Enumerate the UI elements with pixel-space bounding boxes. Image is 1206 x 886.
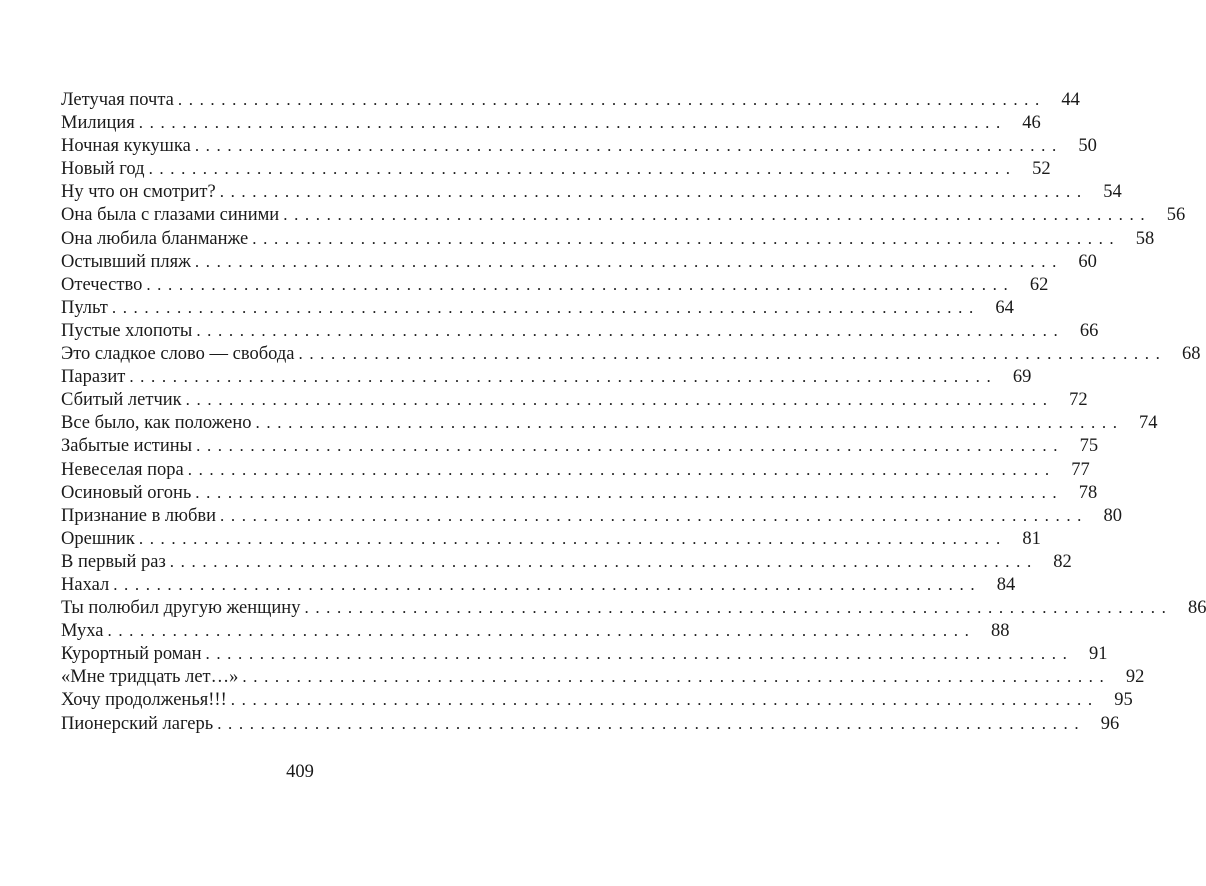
dot-leader: ................................................................................ [194, 136, 1063, 156]
toc-entry-page: 54 [1103, 182, 1122, 203]
toc-entry-title: Пульт [61, 297, 108, 318]
toc-entry-title: Ты полюбил другую женщину [61, 598, 301, 619]
toc-entry-page: 84 [996, 574, 1016, 595]
page-number: 409 [286, 762, 314, 782]
toc-entry [61, 573, 1016, 596]
toc-entry-title: Орешник [61, 528, 135, 549]
toc-entry-title: Признание в любви [61, 505, 217, 526]
toc-entry-page: 72 [1069, 390, 1088, 411]
dot-leader: ................................................................................ [148, 159, 1017, 179]
toc-entry-page: 82 [1053, 551, 1072, 572]
dot-leader: ................................................................................ [196, 436, 1065, 456]
toc-entry [61, 250, 1097, 273]
toc-entry [61, 642, 1108, 665]
toc-entry-title: Невеселая пора [61, 459, 184, 480]
toc-entry-page: 95 [1114, 690, 1133, 711]
toc-entry-page: 75 [1079, 436, 1099, 457]
dot-leader: ................................................................................ [138, 113, 1007, 133]
toc-entry [61, 365, 1032, 388]
toc-entry-page: 92 [1125, 667, 1145, 688]
toc-entry-title: Новый год [61, 159, 145, 180]
toc-entry-title: Ночная кукушка [61, 136, 191, 157]
toc-entry-page: 81 [1022, 528, 1041, 549]
dot-leader: ................................................................................ [146, 274, 1015, 294]
dot-leader: ................................................................................ [219, 182, 1088, 202]
toc-entry [61, 157, 1051, 180]
toc-entry-page: 91 [1088, 644, 1108, 665]
toc-entry [61, 273, 1049, 296]
toc-entry [61, 296, 1014, 319]
dot-leader: ................................................................................ [169, 551, 1038, 571]
toc-entry-page: 88 [990, 621, 1010, 642]
dot-leader: ................................................................................ [177, 90, 1046, 109]
dot-leader: ................................................................................ [252, 228, 1121, 248]
toc-entry [61, 388, 1088, 411]
toc-entry-title: Осиновый огонь [61, 482, 192, 503]
toc-entry-title: Она любила бланманже [61, 228, 249, 249]
toc-entry [61, 134, 1097, 157]
toc-entry-title: Ну что он смотрит? [61, 182, 216, 203]
toc-entry [61, 458, 1090, 481]
dot-leader: ................................................................................ [185, 390, 1054, 410]
toc-entry-page: 96 [1100, 713, 1120, 734]
toc-entry-title: Остывший пляж [61, 251, 191, 272]
dot-leader: ................................................................................ [187, 459, 1056, 479]
dot-leader: ................................................................................ [220, 505, 1089, 525]
toc-entry-title: Пустые хлопоты [61, 320, 193, 341]
toc-entry-page: 86 [1187, 598, 1206, 619]
toc-entry-page: 80 [1103, 505, 1123, 526]
toc-entry-title: Сбитый летчик [61, 390, 182, 411]
toc-entry [61, 203, 1186, 226]
toc-entry [61, 342, 1201, 365]
dot-leader: ................................................................................ [230, 690, 1099, 710]
toc-entry-title: Паразит [61, 367, 126, 388]
toc-entry [61, 619, 1010, 642]
toc-entry-page: 62 [1029, 274, 1049, 295]
toc-entry-page: 60 [1078, 251, 1097, 272]
dot-leader: ................................................................................ [205, 644, 1074, 664]
toc-entry-page: 69 [1012, 367, 1032, 388]
dot-leader: ................................................................................ [111, 297, 980, 317]
toc-entry [61, 688, 1133, 711]
dot-leader: ................................................................................ [107, 621, 976, 641]
toc-entry-page: 50 [1078, 136, 1097, 157]
toc-entry-page: 64 [995, 297, 1014, 318]
toc-entry-title: Летучая почта [61, 90, 174, 110]
toc-entry-title: Она была с глазами синими [61, 205, 280, 226]
dot-leader: ................................................................................ [283, 205, 1152, 225]
dot-leader: ................................................................................ [304, 598, 1173, 618]
toc-entry [61, 434, 1099, 457]
toc-entry-page: 78 [1078, 482, 1098, 503]
dot-leader: ................................................................................ [217, 713, 1086, 733]
toc-entry-page: 44 [1061, 90, 1080, 110]
toc-entry-title: Муха [61, 621, 104, 642]
dot-leader: ................................................................................ [194, 251, 1063, 271]
dot-leader: ................................................................................ [113, 574, 982, 594]
dot-leader: ................................................................................ [195, 482, 1064, 502]
toc-entry [61, 504, 1123, 527]
toc-entry-page: 52 [1032, 159, 1051, 180]
toc-entry [61, 550, 1072, 573]
toc-entry-page: 58 [1135, 228, 1155, 249]
toc-entry-title: Пионерский лагерь [61, 713, 214, 734]
toc-entry-title: Милиция [61, 113, 135, 134]
toc-entry-page: 56 [1166, 205, 1186, 226]
toc-entry [61, 111, 1041, 134]
dot-leader: ................................................................................ [298, 344, 1167, 364]
toc-entry [61, 712, 1120, 735]
toc-entry [61, 227, 1155, 250]
toc-entry-page: 74 [1139, 413, 1158, 434]
toc-entry-title: Нахал [61, 574, 110, 595]
toc-entry-title: Хочу продолженья!!! [61, 690, 227, 711]
table-of-contents [61, 88, 1206, 735]
dot-leader: ................................................................................ [196, 320, 1065, 340]
toc-entry-title: Все было, как положено [61, 413, 252, 434]
dot-leader: ................................................................................ [255, 413, 1124, 433]
toc-entry [61, 481, 1098, 504]
toc-entry-page: 77 [1071, 459, 1090, 480]
toc-entry-title: «Мне тридцать лет…» [61, 667, 239, 688]
dot-leader: ................................................................................ [242, 667, 1111, 687]
toc-entry-title: В первый раз [61, 551, 166, 572]
dot-leader: ................................................................................ [138, 528, 1007, 548]
dot-leader: ................................................................................ [129, 367, 998, 387]
toc-entry [61, 596, 1206, 619]
toc-entry [61, 88, 1080, 111]
toc-entry [61, 665, 1145, 688]
toc-entry-title: Курортный роман [61, 644, 202, 665]
toc-entry-page: 66 [1079, 320, 1099, 341]
toc-entry-page: 68 [1181, 344, 1201, 365]
toc-entry [61, 527, 1041, 550]
toc-entry [61, 319, 1099, 342]
toc-entry [61, 411, 1158, 434]
toc-entry-title: Забытые истины [61, 436, 193, 457]
toc-entry-page: 46 [1022, 113, 1041, 134]
toc-entry-title: Отечество [61, 274, 143, 295]
toc-entry-title: Это сладкое слово — свобода [61, 344, 295, 365]
toc-entry [61, 180, 1122, 203]
